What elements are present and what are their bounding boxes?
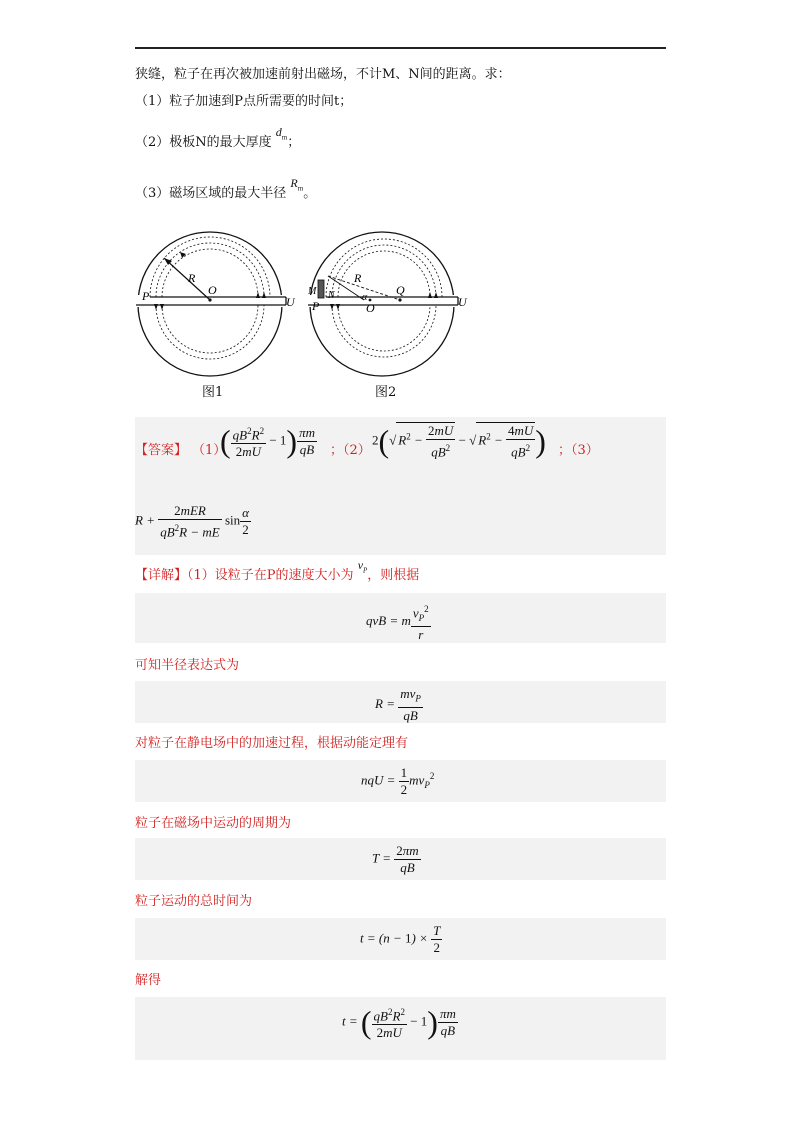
fig1-label-P: P xyxy=(142,289,150,303)
question-3-text: （3）磁场区域的最大半径 xyxy=(135,186,287,201)
step-period-label: 粒子在磁场中运动的周期为 xyxy=(135,816,292,831)
header-rule xyxy=(135,47,666,49)
detail-intro-tail: ，则根据 xyxy=(367,568,420,583)
question-2-tail: ； xyxy=(287,135,301,150)
answer-separator-2: ；（2） xyxy=(330,443,371,458)
fig1-label-U: U xyxy=(286,295,295,309)
question-2-text: （2）极板N的最大厚度 xyxy=(135,135,272,150)
equation-lorentz: qvB = m $\frac{v_P^2}{r}$ xyxy=(366,601,431,643)
answer-3-formula: R + $\frac{\text{2mER}}{qB^2R - mE}$ sin $\frac{\alpha}{2}$ xyxy=(135,503,249,540)
equation-solution: t = ( $\frac{qB^2R^2}{2mU}$ − 1) $\frac{\pi m}{qB}$ xyxy=(342,1004,456,1041)
problem-intro: 狭缝，粒子在再次被加速前射出磁场，不计M、N间的距离。求： xyxy=(135,67,511,82)
fig2-label-R: R xyxy=(354,271,362,285)
fig1-label-R: R xyxy=(188,271,196,285)
detail-intro-line xyxy=(135,558,420,589)
question-3-tail: 。 xyxy=(303,186,317,201)
equation-total-time: t = (n − 1) × $\frac{T}{2}$ xyxy=(360,923,441,955)
symbol-rm: $R_m$ xyxy=(290,176,304,193)
symbol-vp: $v_P$ xyxy=(357,558,368,575)
answer-1-formula: ( $\frac{qB^2R^2}{2mU}$ − 1) $\frac{\pi m}{qB}$ xyxy=(220,423,315,460)
answer-tag: 【答案】 xyxy=(135,443,188,458)
fig2-label-Q: Q xyxy=(396,283,405,297)
answer-separator-3: ；（3） xyxy=(558,443,599,458)
step-solution-label: 解得 xyxy=(135,973,162,988)
figure-2-label: 图2 xyxy=(375,385,397,400)
fig2-label-N: N xyxy=(328,290,335,301)
question-2 xyxy=(135,125,301,156)
step-total-time-label: 粒子运动的总时间为 xyxy=(135,894,253,909)
figure-1-label: 图1 xyxy=(202,385,224,400)
fig2-label-P: P xyxy=(312,299,320,313)
symbol-dm: $d_m$ xyxy=(275,125,288,142)
fig2-label-M: M xyxy=(308,286,317,297)
equation-period: T = $\frac{2\pi m}{qB}$ xyxy=(372,843,419,875)
question-1: （1）粒子加速到P点所需要的时间t； xyxy=(135,94,353,109)
fig2-label-U: U xyxy=(458,295,467,309)
step-energy-label: 对粒子在静电场中的加速过程，根据动能定理有 xyxy=(135,736,409,751)
figure-2-diagram xyxy=(304,228,472,380)
detail-tag: 【详解】 xyxy=(135,568,188,583)
equation-energy: nqU = $\frac{1}{2}$ $mv_P^2$ xyxy=(361,765,435,797)
answer-2-formula: 2(√ $R^2$ − $\frac{2mU}{qB^2}$ − √ $R^2$ − $\frac{4mU}{qB^2}$ ) xyxy=(372,423,546,460)
answer-part-1-label: （1） xyxy=(192,443,227,458)
figure-1-diagram xyxy=(136,228,296,380)
fig2-label-alpha: α xyxy=(362,292,368,303)
fig1-label-O: O xyxy=(208,283,217,297)
step-radius-label: 可知半径表达式为 xyxy=(135,658,240,673)
question-3 xyxy=(135,176,317,207)
fig2-label-O: O xyxy=(366,301,375,315)
equation-radius: R = $\frac{mv_P}{qB}$ xyxy=(375,686,421,723)
detail-intro-text: （1）设粒子在P的速度大小为 xyxy=(187,568,354,583)
